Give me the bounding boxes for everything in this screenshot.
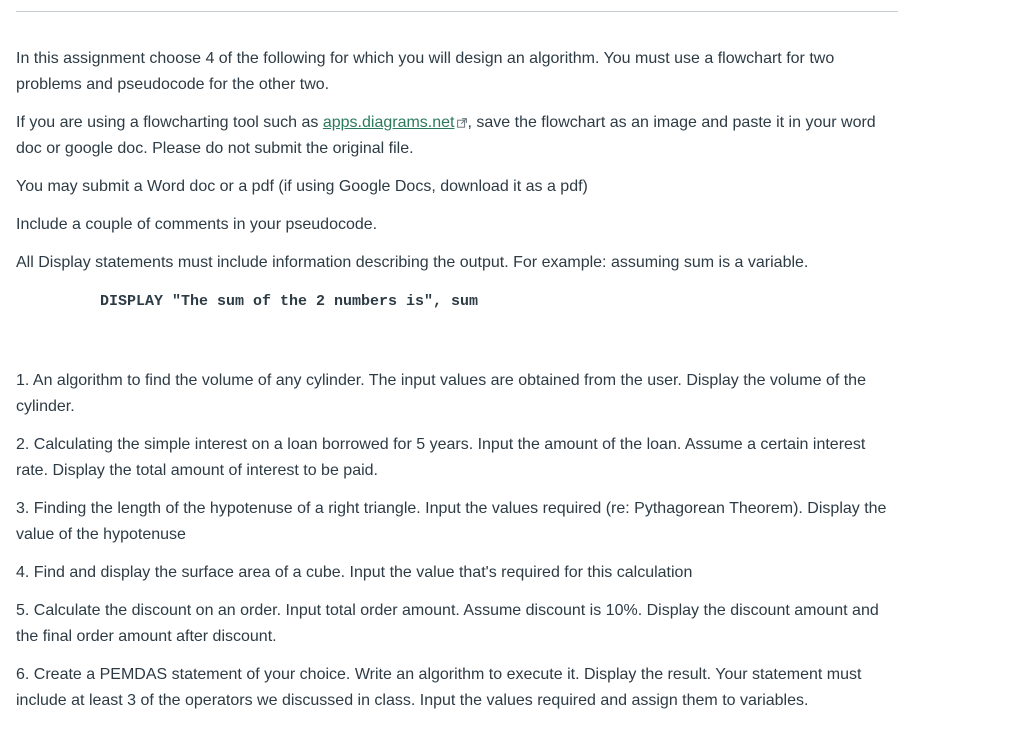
flowchart-text-after: , save the flowchart as an image and paste it in your word doc or google doc. Please do not submit the original file. xyxy=(16,114,876,157)
submit-format-paragraph: You may submit a Word doc or a pdf (if using Google Docs, download it as a pdf) xyxy=(16,178,588,195)
comments-paragraph: Include a couple of comments in your pseudocode. xyxy=(16,216,378,233)
task-item-1: 1. An algorithm to find the volume of any cylinder. The input values are obtained from the user. Display the volume of the cylinder. xyxy=(16,372,866,415)
assignment-content xyxy=(16,0,898,714)
task-item-3: 3. Finding the length of the hypotenuse of a right triangle. Input the values required (re: Pythagorean Theorem). Display the value of the hypotenuse xyxy=(16,500,887,543)
flowchart-paragraph xyxy=(16,110,898,162)
intro-paragraph: In this assignment choose 4 of the following for which you will design an algorithm. You must use a flowchart for two problems and pseudocode for the other two. xyxy=(16,50,835,93)
top-divider xyxy=(16,11,898,12)
code-example: DISPLAY "The sum of the 2 numbers is", sum xyxy=(100,293,479,310)
task-item-4: 4. Find and display the surface area of a cube. Input the value that's required for this calculation xyxy=(16,564,693,581)
task-item-2: 2. Calculating the simple interest on a loan borrowed for 5 years. Input the amount of the loan. Assume a certain interest rate. Display the total amount of interest to be paid. xyxy=(16,436,866,479)
external-link-icon[interactable] xyxy=(457,111,467,121)
task-item-5: 5. Calculate the discount on an order. Input total order amount. Assume discount is 10%. Display the discount amount and the final order amount after discount. xyxy=(16,602,879,645)
task-item-6: 6. Create a PEMDAS statement of your choice. Write an algorithm to execute it. Display the result. Your statement must include at least 3 of the operators we discussed in class. Input the values required and assign them to variables. xyxy=(16,666,862,709)
diagrams-link[interactable]: apps.diagrams.net xyxy=(322,114,455,131)
flowchart-text-before: If you are using a flowcharting tool such as xyxy=(16,114,323,131)
display-rule-paragraph: All Display statements must include information describing the output. For example: assuming sum is a variable. xyxy=(16,254,809,271)
